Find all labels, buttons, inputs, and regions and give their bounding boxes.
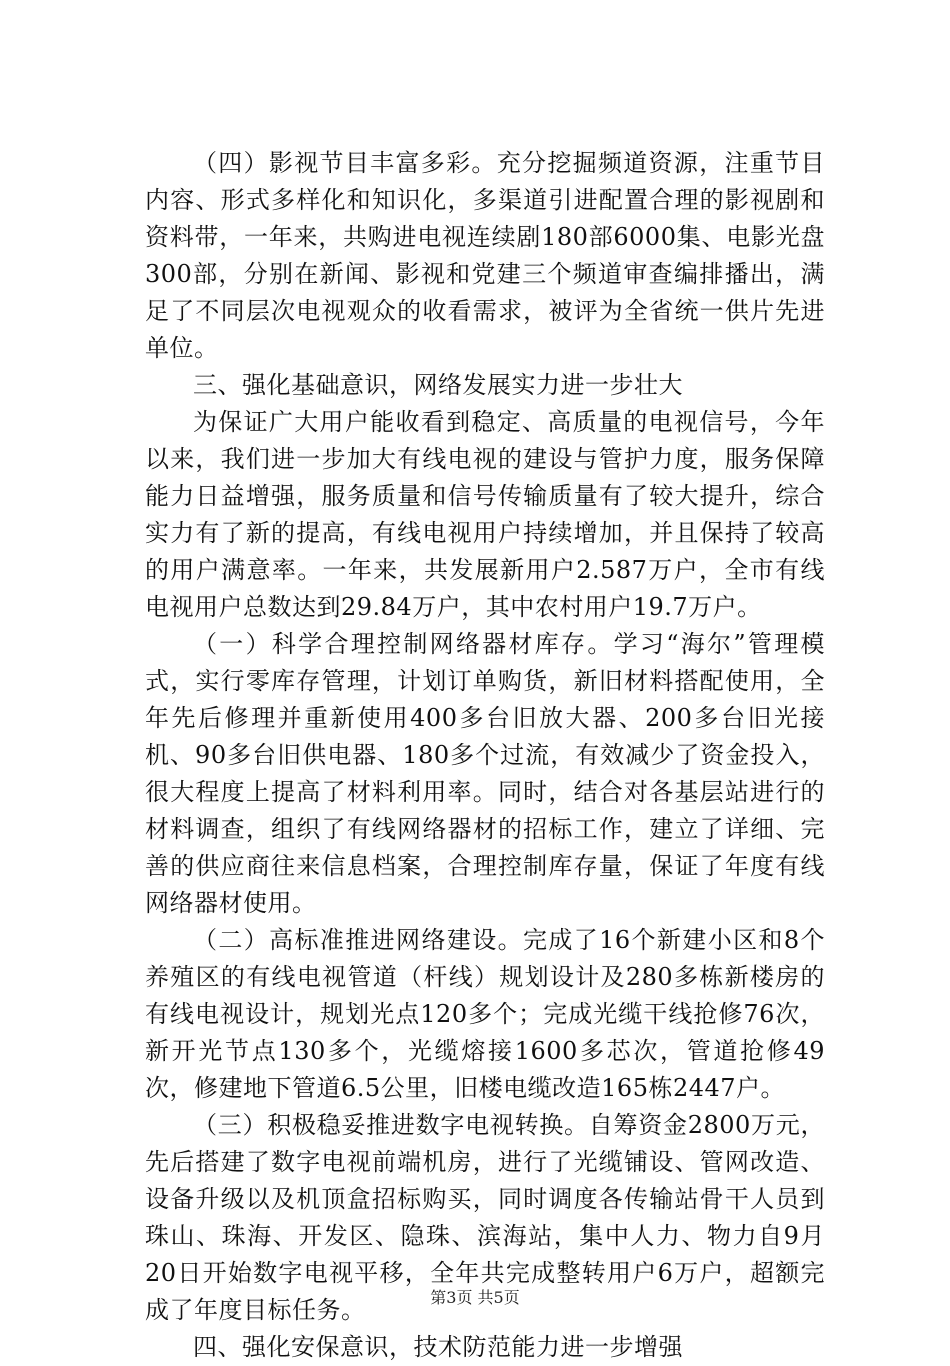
document-body <box>145 145 825 1366</box>
paragraph-inventory-control: （一）科学合理控制网络器材库存。学习“海尔”管理模式，实行零库存管理，计划订单购货，新旧材料搭配使用，全年先后修理并重新使用400多台旧放大器、200多台旧光接机、90多台旧供电器、180多个过流，有效减少了资金投入，很大程度上提高了材料利用率。同时，结合对各基层站进行的材料调查，组织了有线网络器材的招标工作，建立了详细、完善的供应商往来信息档案，合理控制库存量，保证了年度有线网络器材使用。 <box>145 630 825 917</box>
page-number-footer: 第3页 共5页 <box>430 1288 520 1307</box>
paragraph-digital-tv-conversion: （三）积极稳妥推进数字电视转换。自筹资金2800万元，先后搭建了数字电视前端机房，进行了光缆铺设、管网改造、设备升级以及机顶盒招标购买，同时调度各传输站骨干人员到珠山、珠海、开发区、隐珠、滨海站，集中人力、物力自9月20日开始数字电视平移，全年共完成整转用户6万户，超额完成了年度目标任务。 <box>145 1111 825 1324</box>
section-heading-4: 四、强化安保意识，技术防范能力进一步增强 <box>193 1333 683 1361</box>
section-heading-3: 三、强化基础意识，网络发展实力进一步壮大 <box>193 371 683 399</box>
paragraph-network-construction: （二）高标准推进网络建设。完成了16个新建小区和8个养殖区的有线电视管道（杆线）规划设计及280多栋新楼房的有线电视设计，规划光点120多个；完成光缆干线抢修76次，新开光节点130多个，光缆熔接1600多芯次，管道抢修49次，修建地下管道6.5公里，旧楼电缆改造165栋2447户。 <box>145 926 825 1102</box>
paragraph-network-intro: 为保证广大用户能收看到稳定、高质量的电视信号，今年以来，我们进一步加大有线电视的建设与管护力度，服务保障能力日益增强，服务质量和信号传输质量有了较大提升，综合实力有了新的提高，有线电视用户持续增加，并且保持了较高的用户满意率。一年来，共发展新用户2.587万户，全市有线电视用户总数达到29.84万户，其中农村用户19.7万户。 <box>145 408 825 621</box>
paragraph-film-tv-programs: （四）影视节目丰富多彩。充分挖掘频道资源，注重节目内容、形式多样化和知识化，多渠道引进配置合理的影视剧和资料带，一年来，共购进电视连续剧180部6000集、电影光盘300部，分别在新闻、影视和党建三个频道审查编排播出，满足了不同层次电视观众的收看需求，被评为全省统一供片先进单位。 <box>145 149 825 362</box>
